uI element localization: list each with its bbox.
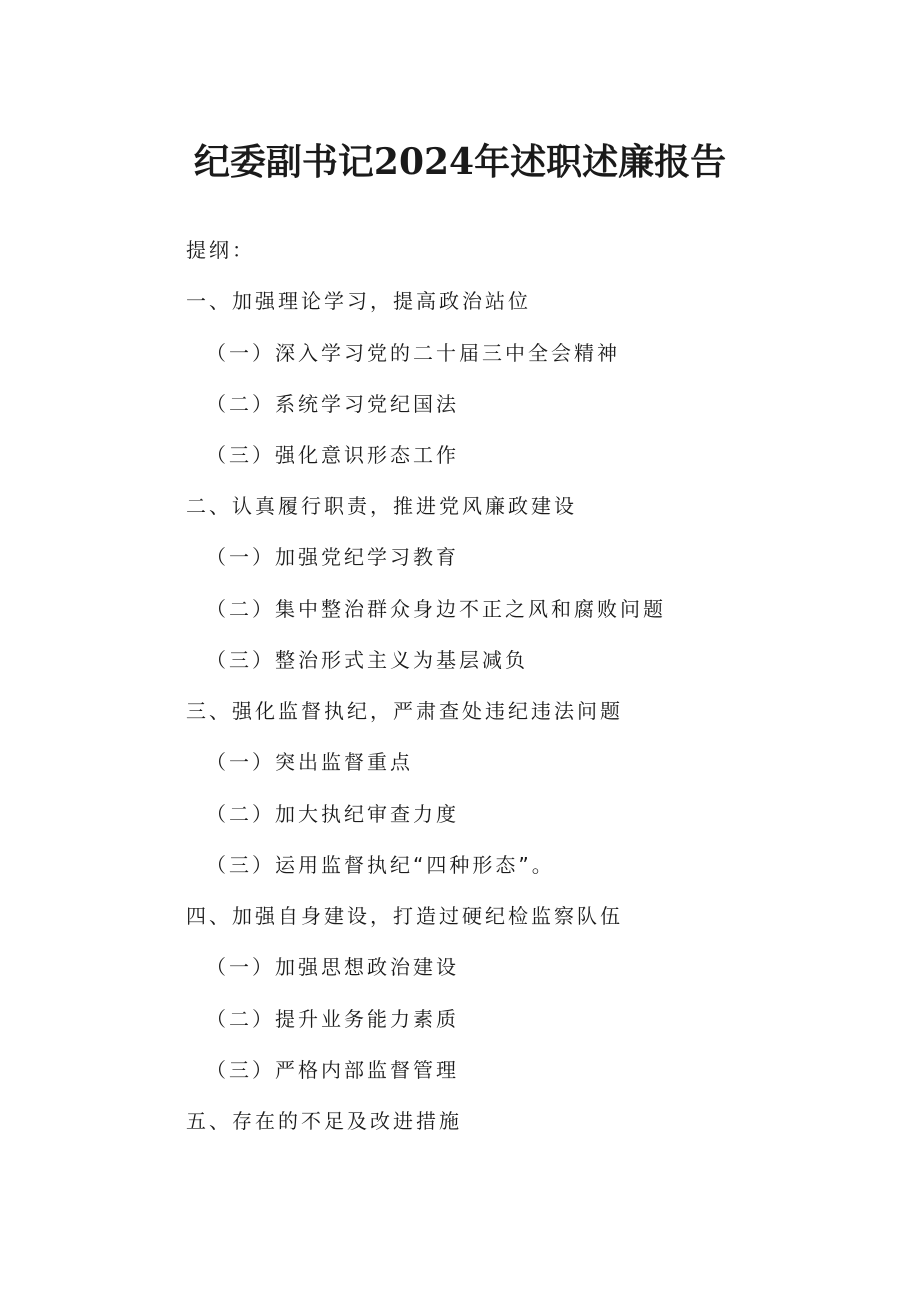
section-subitem: （三）整治形式主义为基层减负 <box>206 648 528 672</box>
section-heading: 二、认真履行职责，推进党风廉政建设 <box>186 494 577 518</box>
section-subitem: （一）加强思想政治建设 <box>206 955 459 979</box>
section-subitem: （三）强化意识形态工作 <box>206 443 459 467</box>
section-heading: 四、加强自身建设，打造过硬纪检监察队伍 <box>186 904 623 928</box>
section-subitem: （一）深入学习党的二十届三中全会精神 <box>206 341 620 365</box>
document-title: 纪委副书记2024年述职述廉报告 <box>193 141 727 183</box>
outline-heading-text: 提纲： <box>186 238 255 262</box>
section-heading: 三、强化监督执纪，严肃查处违纪违法问题 <box>186 699 623 723</box>
section-subitem: （二）集中整治群众身边不正之风和腐败问题 <box>206 597 666 621</box>
section-heading: 五、存在的不足及改进措施 <box>186 1109 462 1133</box>
section-subitem: （二）提升业务能力素质 <box>206 1007 459 1031</box>
section-subitem: （二）系统学习党纪国法 <box>206 392 459 416</box>
section-subitem: （一）加强党纪学习教育 <box>206 545 459 569</box>
section-subitem: （二）加大执纪审查力度 <box>206 802 459 826</box>
section-subitem: （三）运用监督执纪“四种形态”。 <box>206 853 555 877</box>
section-heading: 一、加强理论学习，提高政治站位 <box>186 289 531 313</box>
section-subitem: （一）突出监督重点 <box>206 750 413 774</box>
section-subitem: （三）严格内部监督管理 <box>206 1058 459 1082</box>
